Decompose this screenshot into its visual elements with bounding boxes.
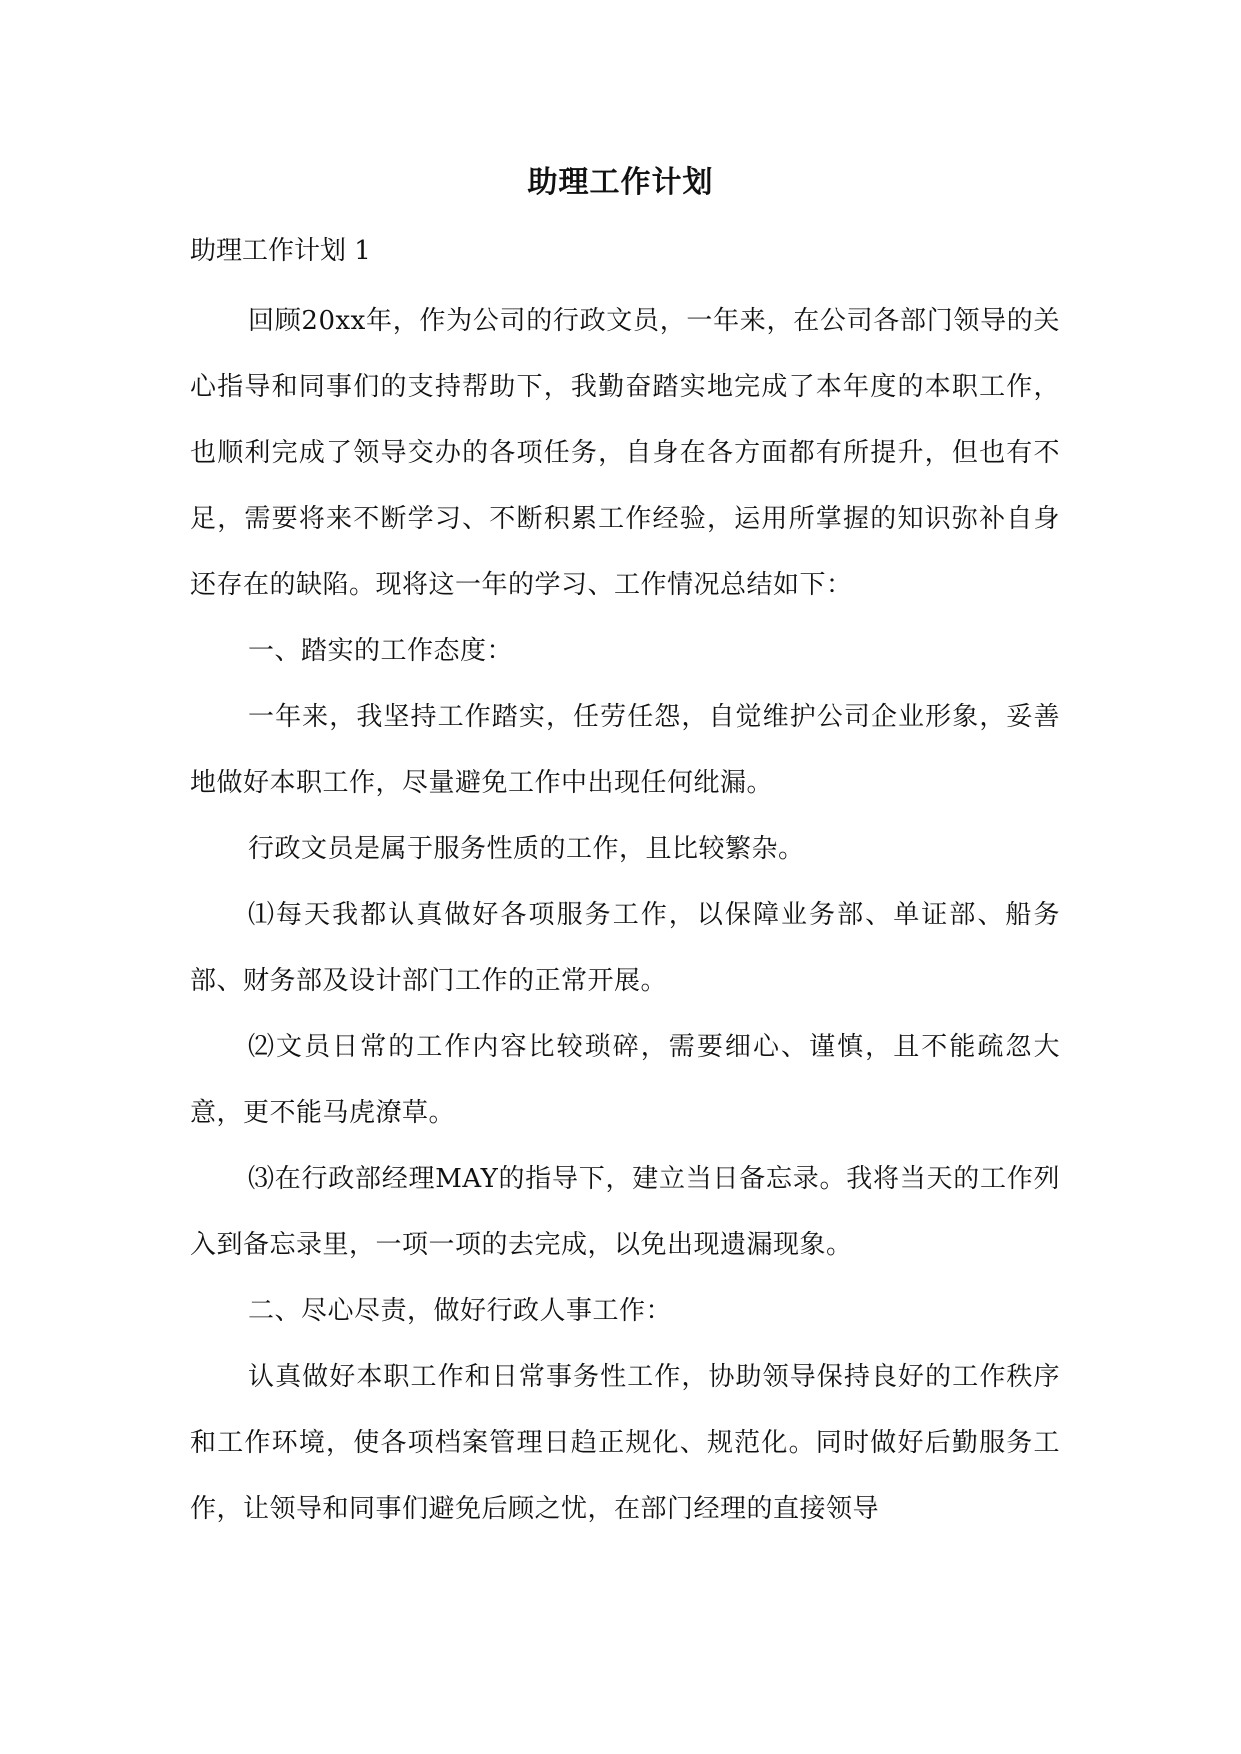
document-title: 助理工作计划 bbox=[527, 165, 714, 200]
paragraph-service-nature: 行政文员是属于服务性质的工作，且比较繁杂。 bbox=[248, 834, 805, 864]
paragraph-item-1: ⑴每天我都认真做好各项服务工作，以保障业务部、单证部、船务部、财务部及设计部门工作的正常开展。 bbox=[190, 900, 1060, 996]
paragraph-duty: 认真做好本职工作和日常事务性工作，协助领导保持良好的工作秩序和工作环境，使各项档案管理日趋正规化、规范化。同时做好后勤服务工作，让领导和同事们避免后顾之忧，在部门经理的直接领导 bbox=[190, 1362, 1060, 1524]
paragraph-item-3: ⑶在行政部经理MAY的指导下，建立当日备忘录。我将当天的工作列入到备忘录里，一项一项的去完成，以免出现遗漏现象。 bbox=[190, 1164, 1060, 1260]
paragraph-heading-duty: 二、尽心尽责，做好行政人事工作： bbox=[248, 1296, 673, 1326]
paragraph-review: 回顾20xx年，作为公司的行政文员，一年来，在公司各部门领导的关心指导和同事们的支持帮助下，我勤奋踏实地完成了本年度的本职工作，也顺利完成了领导交办的各项任务，自身在各方面都有所提升，但也有不足，需要将来不断学习、不断积累工作经验，运用所掌握的知识弥补自身还存在的缺陷。现将这一年的学习、工作情况总结如下： bbox=[190, 306, 1060, 600]
document-body bbox=[190, 288, 1060, 1542]
paragraph-heading-attitude: 一、踏实的工作态度： bbox=[248, 636, 514, 666]
paragraph-item-2: ⑵文员日常的工作内容比较琐碎，需要细心、谨慎，且不能疏忽大意，更不能马虎潦草。 bbox=[190, 1032, 1060, 1128]
paragraph-attitude: 一年来，我坚持工作踏实，任劳任怨，自觉维护公司企业形象，妥善地做好本职工作，尽量避免工作中出现任何纰漏。 bbox=[190, 702, 1060, 798]
section-heading: 助理工作计划 1 bbox=[190, 236, 371, 266]
